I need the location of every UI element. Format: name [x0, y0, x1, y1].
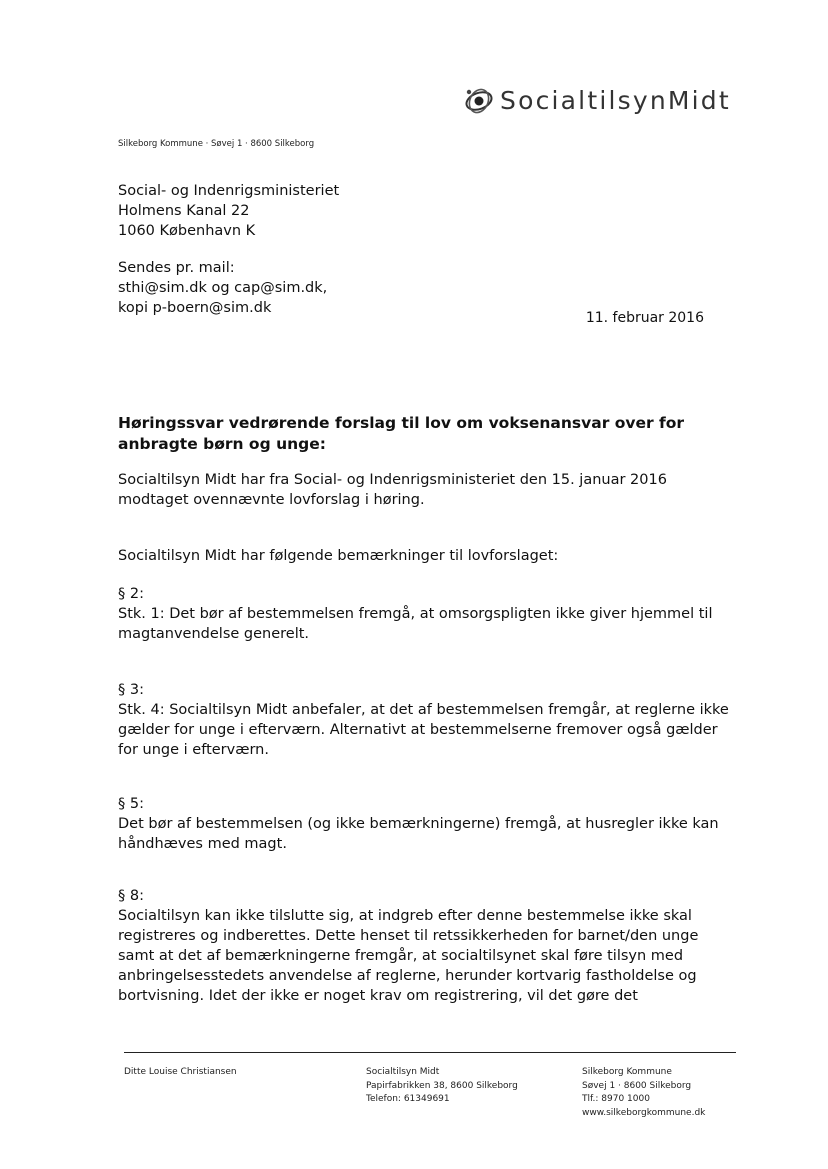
logo-wordmark: SocialtilsynMidt — [500, 85, 731, 115]
delivery-emails: sthi@sim.dk og cap@sim.dk, — [118, 280, 328, 296]
municipality-name: Silkeborg Kommune — [582, 1067, 672, 1077]
municipality-website: www.silkeborgkommune.dk — [582, 1107, 706, 1118]
letter-subject: Høringssvar vedrørende forslag til lov om voksenansvar over for anbragte børn og unge: — [118, 414, 685, 453]
footer-signer — [124, 1066, 237, 1080]
section-heading: § 3: — [118, 682, 144, 698]
section-heading: § 8: — [118, 888, 144, 904]
delivery-label: Sendes pr. mail: — [118, 260, 235, 276]
municipality-phone: Tlf.: 8970 1000 — [582, 1094, 650, 1104]
section-3 — [118, 680, 738, 760]
recipient-name: Social- og Indenrigsministeriet — [118, 183, 340, 199]
municipality-address: Søvej 1 · 8600 Silkeborg — [582, 1080, 692, 1091]
signer-name: Ditte Louise Christiansen — [124, 1067, 237, 1077]
org-address: Papirfabrikken 38, 8600 Silkeborg — [366, 1080, 518, 1091]
section-text: Det bør af bestemmelsen (og ikke bemærkningerne) fremgå, at husregler ikke kan håndhæves med magt. — [118, 816, 719, 852]
org-phone: Telefon: 61349691 — [366, 1094, 450, 1104]
delivery-copy: kopi p-boern@sim.dk — [118, 300, 272, 316]
section-heading: § 2: — [118, 586, 144, 602]
recipient-address — [118, 181, 339, 241]
section-8 — [118, 886, 738, 1006]
footer-municipality — [582, 1066, 705, 1120]
section-5 — [118, 794, 738, 854]
section-heading: § 5: — [118, 796, 144, 812]
delivery-info — [118, 258, 327, 318]
footer-organization — [366, 1066, 518, 1107]
recipient-street: Holmens Kanal 22 — [118, 203, 250, 219]
organization-logo — [462, 84, 731, 116]
letter-date: 11. februar 2016 — [585, 310, 704, 326]
recipient-city: 1060 København K — [118, 223, 256, 239]
section-2 — [118, 584, 738, 644]
sender-address-line: Silkeborg Kommune · Søvej 1 · 8600 Silkeborg — [118, 139, 315, 149]
footer-divider — [124, 1052, 736, 1053]
socialtilsyn-logo-icon — [462, 84, 496, 116]
section-text: Socialtilsyn kan ikke tilslutte sig, at indgreb efter denne bestemmelse ikke skal registreres og indberettes. Dette henset til retssikkerheden for barnet/den unge samt at det af bemærkningerne fremgår, at socialtilsynet skal føre tilsyn med anbringelsesstedets anvendelse af reglerne, herunder kortvarig fastholdelse og bortvisning. Idet der ikke er noget krav om registrering, vil det gøre det — [118, 908, 699, 1004]
section-text: Stk. 1: Det bør af bestemmelsen fremgå, at omsorgspligten ikke giver hjemmel til magtanvendelse generelt. — [118, 606, 713, 642]
section-text: Stk. 4: Socialtilsyn Midt anbefaler, at det af bestemmelsen fremgår, at reglerne ikke gælder for unge i efterværn. Alternativt at bestemmelserne fremover også gælder for unge i efterværn. — [118, 702, 729, 758]
org-name: Socialtilsyn Midt — [366, 1067, 440, 1077]
lead-paragraph: Socialtilsyn Midt har følgende bemærkninger til lovforslaget: — [118, 548, 559, 564]
intro-paragraph: Socialtilsyn Midt har fra Social- og Indenrigsministeriet den 15. januar 2016 modtaget ovennævnte lovforslag i høring. — [118, 472, 667, 508]
